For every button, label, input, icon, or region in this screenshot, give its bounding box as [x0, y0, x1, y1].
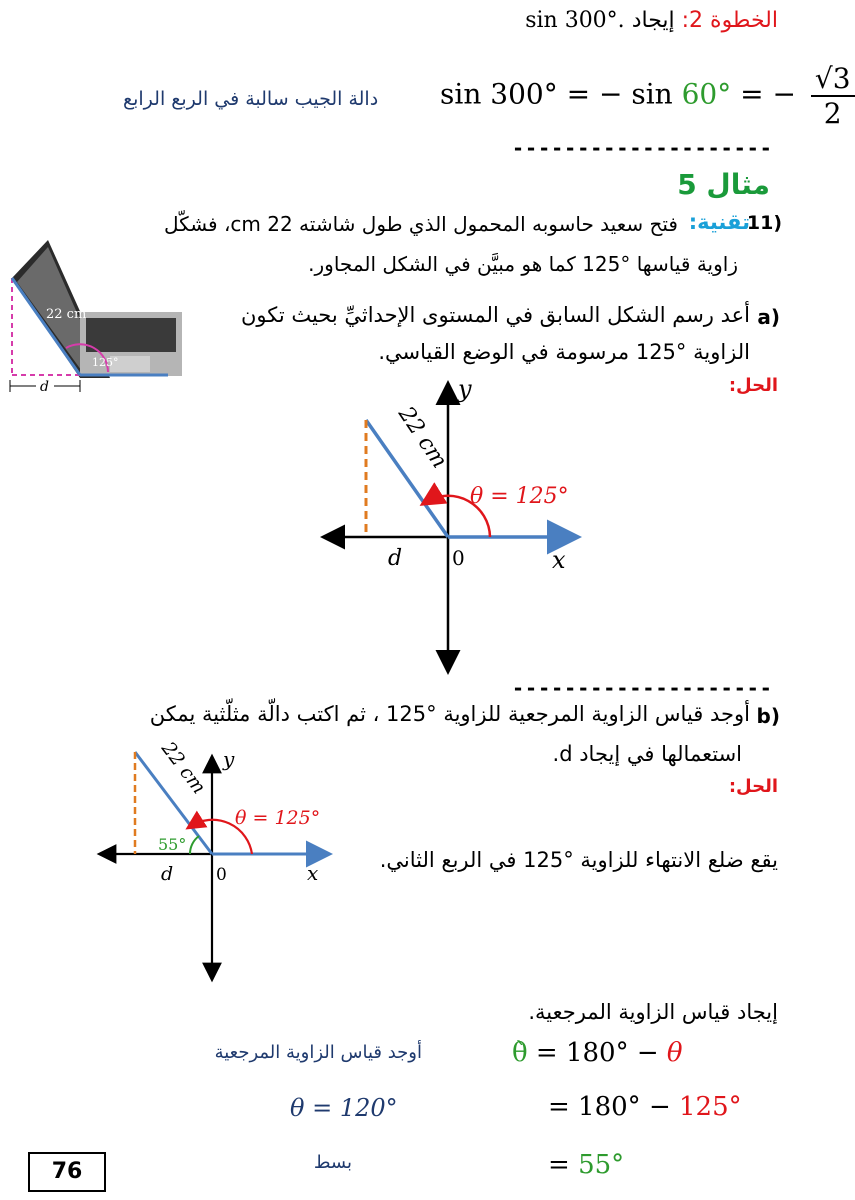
diagram-b-origin-label: 0 [216, 865, 227, 885]
diagram-b-y-label: y [223, 747, 235, 771]
part-b-line-1: أوجد قياس الزاوية المرجعية للزاوية °125 ، ثم اكتب دالّة مثلّثية يمكن [149, 702, 750, 726]
calc-line-3-val: 55° [578, 1150, 625, 1180]
calc-line-2-val: 125° [679, 1092, 742, 1122]
calc-note-3: بسط [313, 1152, 352, 1173]
part-b-line-2: استعمالها في إيجاد d. [552, 742, 742, 766]
diagram-b-length-label: 22 cm [157, 737, 211, 799]
calc-line-1-theta: θ [666, 1038, 683, 1068]
step2-text: إيجاد [631, 8, 675, 33]
diagram-b-x-label: x [307, 861, 319, 885]
laptop-length-label: 22 cm [46, 307, 87, 322]
solution-b-label: الحل: [728, 776, 778, 797]
diagram-b [95, 737, 335, 992]
diagram-b-theta-label: θ = 125° [235, 807, 321, 829]
laptop-keyboard [86, 318, 176, 352]
calc-line-3 [548, 1150, 624, 1180]
diagram-a-length-label: 22 cm [393, 402, 452, 473]
sin-eq-angle: 60° [681, 77, 732, 111]
sin-note: دالة الجيب سالبة في الربع الرابع [123, 88, 379, 110]
problem-number: 11) [746, 212, 782, 234]
problem-line-2: زاوية قياسها °125 كما هو مبيَّن في الشكل المجاور. [308, 252, 738, 276]
laptop-illustration [0, 200, 185, 400]
diagram-a-d-label: d [388, 546, 403, 571]
problem-line-1: فتح سعيد حاسوبه المحمول الذي طول شاشته 22 cm، فشكّل [164, 212, 678, 236]
part-a-line-1: أعد رسم الشكل السابق في المستوى الإحداثيِّ بحيث تكون [240, 303, 750, 327]
sqrt3-over-2 [811, 62, 855, 130]
calc-theta-value: θ = 120° [290, 1094, 398, 1122]
diagram-a-origin-label: 0 [452, 546, 465, 570]
fraction-numerator: √3 [811, 62, 855, 97]
quadrant-text: يقع ضلع الانتهاء للزاوية °125 في الربع الثاني. [379, 848, 778, 872]
calc-line-2-mid: = 180° − [548, 1092, 679, 1122]
diagram-b-ref-arc [190, 836, 199, 854]
problem-label: تقنية: [688, 210, 750, 234]
sin-equation [440, 62, 855, 130]
sin-eq-lhs: sin 300° = − sin [440, 77, 682, 111]
step2-line [525, 8, 778, 33]
calc-line-1 [512, 1038, 683, 1068]
diagram-a [310, 375, 590, 675]
separator-1: -------------------- [512, 136, 773, 160]
calc-line-2 [548, 1092, 742, 1122]
diagram-b-ref-label: 55° [158, 835, 187, 854]
page-number: 76 [28, 1152, 106, 1192]
step2-expr: sin 300°. [525, 8, 625, 33]
sin-eq-mid: = − [731, 77, 796, 111]
part-a-letter: a) [757, 305, 780, 329]
calc-line-3-mid: = [548, 1150, 579, 1180]
diagram-a-theta-label: θ = 125° [470, 484, 569, 509]
fraction-denominator: 2 [823, 97, 842, 130]
diagram-a-y-label: y [458, 375, 472, 403]
solution-a-label: الحل: [728, 375, 778, 396]
theta-prime: θ̀ [512, 1038, 528, 1068]
part-a-line-2: الزاوية °125 مرسومة في الوضع القياسي. [378, 340, 750, 364]
part-b-letter: b) [756, 704, 780, 728]
laptop-angle-label: 125° [92, 356, 119, 369]
laptop-d-label: d [40, 379, 49, 395]
calc-line-1-mid: = 180° − [527, 1038, 667, 1068]
separator-2: -------------------- [512, 676, 773, 700]
diagram-b-d-label: d [161, 863, 174, 885]
diagram-a-x-label: x [552, 546, 566, 574]
step2-label: الخطوة 2: [681, 8, 778, 33]
example-title: مثال 5 [677, 168, 770, 201]
reference-angle-text: إيجاد قياس الزاوية المرجعية. [528, 1000, 778, 1024]
calc-note-1: أوجد قياس الزاوية المرجعية [214, 1042, 422, 1063]
